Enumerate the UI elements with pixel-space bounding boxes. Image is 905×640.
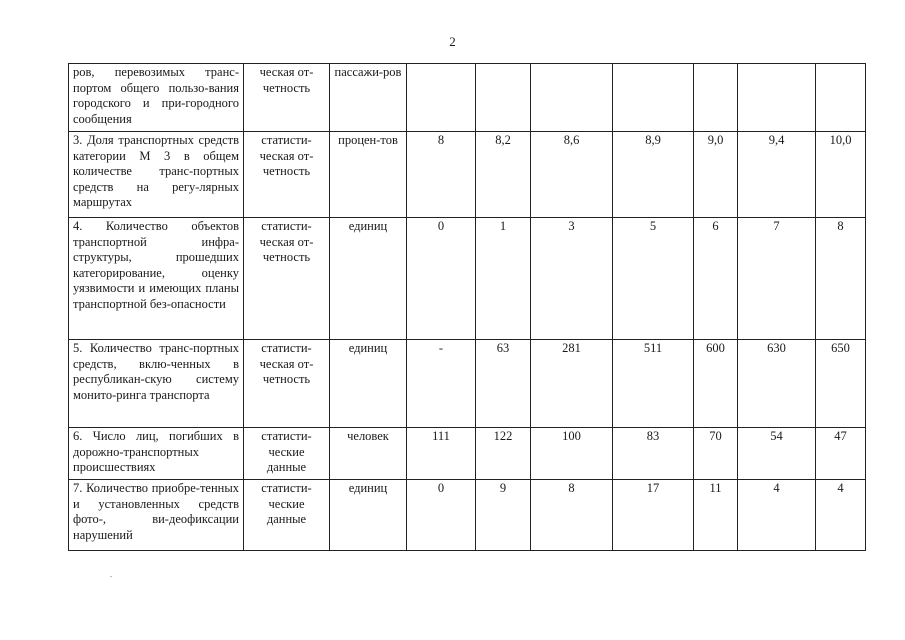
value-cell — [531, 64, 613, 132]
value-cell: 1 — [476, 218, 531, 340]
value-cell: 17 — [613, 480, 694, 551]
indicator-name-cell: 3. Доля транспортных средств категории М 3 в общем количестве транс-портных средств на регу-лярных маршрутах — [69, 132, 244, 218]
value-cell: 9 — [476, 480, 531, 551]
unit-cell: единиц — [330, 340, 407, 428]
indicator-name-cell: 4. Количество объектов транспортной инфра-структуры, прошедших категорирование, оценку уязвимости и имеющих планы транспортной без-опасности — [69, 218, 244, 340]
value-cell: 47 — [816, 428, 866, 480]
source-cell: статисти-ческие данные — [244, 428, 330, 480]
value-cell: 11 — [694, 480, 738, 551]
value-cell: 9,4 — [738, 132, 816, 218]
source-cell: статисти-ческая от-четность — [244, 132, 330, 218]
table-row — [69, 132, 866, 218]
value-cell: 8 — [407, 132, 476, 218]
value-cell: 10,0 — [816, 132, 866, 218]
indicator-name-cell: 6. Число лиц, погибших в дорожно-транспортных происшествиях — [69, 428, 244, 480]
value-cell: 0 — [407, 480, 476, 551]
table-row — [69, 340, 866, 428]
value-cell: 8,9 — [613, 132, 694, 218]
unit-cell: единиц — [330, 480, 407, 551]
value-cell: 8 — [816, 218, 866, 340]
value-cell — [694, 64, 738, 132]
value-cell: 6 — [694, 218, 738, 340]
value-cell — [476, 64, 531, 132]
value-cell: 630 — [738, 340, 816, 428]
unit-cell: единиц — [330, 218, 407, 340]
indicator-name-cell: 5. Количество транс-портных средств, вклю-ченных в республикан-скую систему монито-ринга транспорта — [69, 340, 244, 428]
value-cell: 9,0 — [694, 132, 738, 218]
value-cell: 63 — [476, 340, 531, 428]
value-cell: 54 — [738, 428, 816, 480]
value-cell: 8,2 — [476, 132, 531, 218]
value-cell: 4 — [816, 480, 866, 551]
value-cell: 111 — [407, 428, 476, 480]
unit-cell: процен-тов — [330, 132, 407, 218]
value-cell: 600 — [694, 340, 738, 428]
value-cell — [407, 64, 476, 132]
value-cell: - — [407, 340, 476, 428]
source-cell: ческая от-четность — [244, 64, 330, 132]
source-cell: статисти-ческая от-четность — [244, 218, 330, 340]
table-row — [69, 218, 866, 340]
scan-mark — [110, 576, 112, 577]
table-row — [69, 480, 866, 551]
unit-cell: человек — [330, 428, 407, 480]
value-cell — [613, 64, 694, 132]
value-cell: 5 — [613, 218, 694, 340]
value-cell: 650 — [816, 340, 866, 428]
value-cell: 3 — [531, 218, 613, 340]
value-cell: 0 — [407, 218, 476, 340]
value-cell: 281 — [531, 340, 613, 428]
value-cell — [738, 64, 816, 132]
value-cell: 100 — [531, 428, 613, 480]
table-row — [69, 64, 866, 132]
value-cell — [816, 64, 866, 132]
unit-cell: пассажи-ров — [330, 64, 407, 132]
value-cell: 511 — [613, 340, 694, 428]
value-cell: 8,6 — [531, 132, 613, 218]
source-cell: статисти-ческая от-четность — [244, 340, 330, 428]
value-cell: 7 — [738, 218, 816, 340]
indicator-name-cell: ров, перевозимых транс-портом общего пользо-вания городского и при-городного сообщения — [69, 64, 244, 132]
table-row — [69, 428, 866, 480]
indicator-name-cell: 7. Количество приобре-тенных и установленных средств фото-, ви-деофиксации нарушений — [69, 480, 244, 551]
value-cell: 4 — [738, 480, 816, 551]
value-cell: 70 — [694, 428, 738, 480]
value-cell: 83 — [613, 428, 694, 480]
page-number: 2 — [449, 34, 456, 49]
value-cell: 122 — [476, 428, 531, 480]
source-cell: статисти-ческие данные — [244, 480, 330, 551]
value-cell: 8 — [531, 480, 613, 551]
indicators-table — [68, 63, 866, 551]
